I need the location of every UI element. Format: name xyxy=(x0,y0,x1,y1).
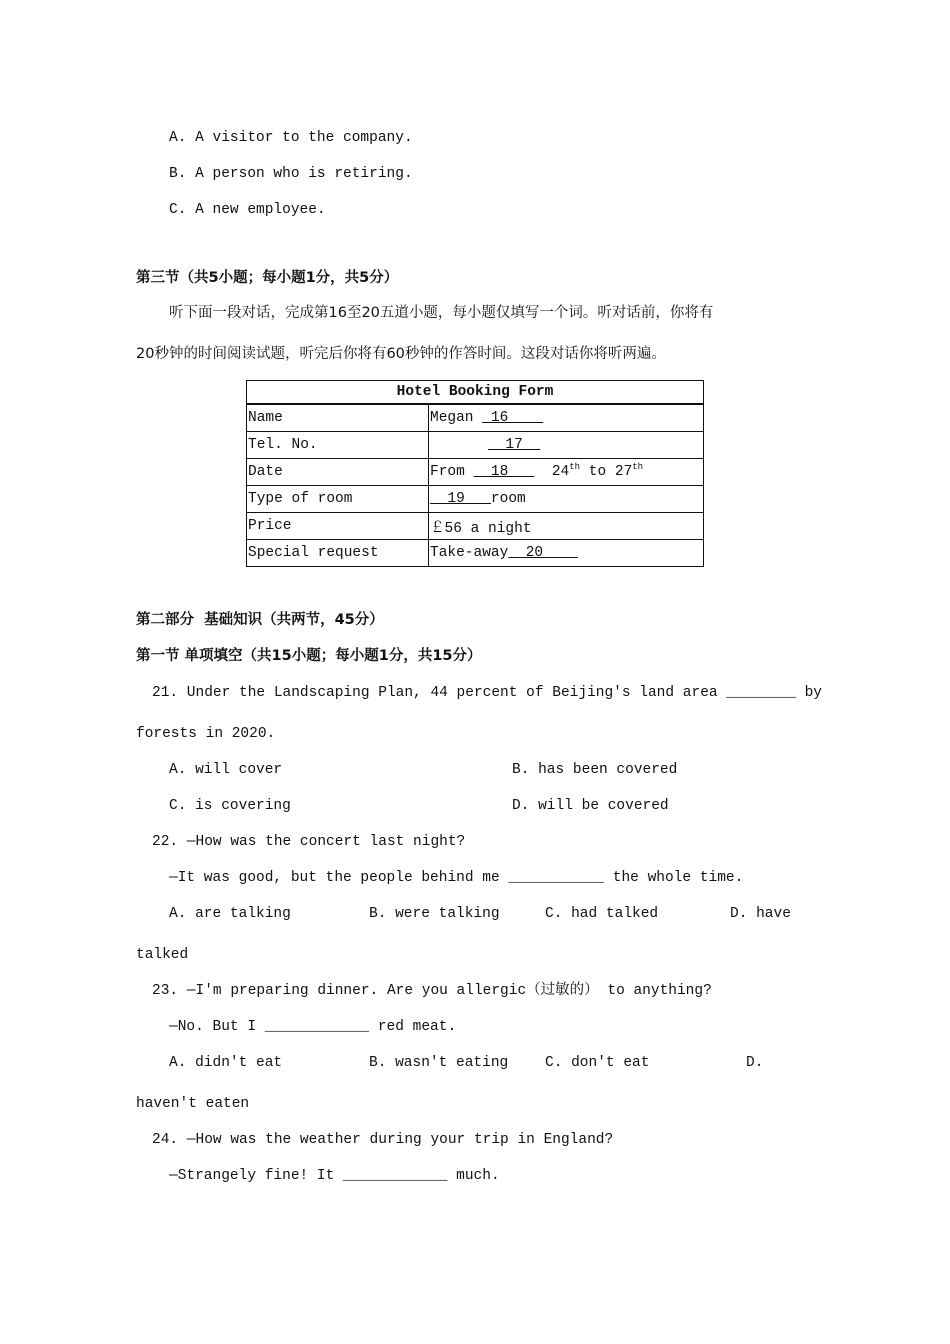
form-value-price: ￡56 a night xyxy=(429,513,704,540)
form-value-date xyxy=(429,459,704,486)
form-row-date xyxy=(247,459,704,486)
form-row-special xyxy=(247,540,704,567)
q15-option-c: C. A new employee. xyxy=(169,202,326,218)
date-th-1: th xyxy=(569,462,581,472)
q23-option-d-continued: haven't eaten xyxy=(136,1096,250,1112)
q21-stem-line1: 21. Under the Landscaping Plan, 44 percent of Beijing's land area ________ by xyxy=(152,685,823,701)
form-label-date: Date xyxy=(247,459,429,486)
form-label-price: Price xyxy=(247,513,429,540)
q22-stem-line2: —It was good, but the people behind me ___________ the whole time. xyxy=(169,870,744,886)
blank-17: 17 xyxy=(488,437,541,453)
q22-option-d: D. have xyxy=(730,906,791,922)
form-value-special xyxy=(429,540,704,567)
form-label-room: Type of room xyxy=(247,486,429,513)
q21-stem-line2: forests in 2020. xyxy=(136,726,276,742)
room-suffix: room xyxy=(490,491,526,507)
name-prefix: Megan xyxy=(430,410,483,426)
section3-instruction-line1: 听下面一段对话，完成第16至20五道小题，每小题仅填写一个词。听对话前，你将有 xyxy=(169,305,714,321)
form-title: Hotel Booking Form xyxy=(247,381,704,405)
q22-option-b: B. were talking xyxy=(369,906,500,922)
q23-option-b: B. wasn't eating xyxy=(369,1055,509,1071)
part2-heading: 第二部分 基础知识（共两节，45分） xyxy=(136,612,384,628)
form-row-name xyxy=(247,404,704,432)
blank-20: 20 xyxy=(508,545,578,561)
form-label-tel: Tel. No. xyxy=(247,432,429,459)
form-label-special: Special request xyxy=(247,540,429,567)
blank-19: 19 xyxy=(430,491,491,507)
q21-option-c: C. is covering xyxy=(169,798,291,814)
q23-option-a: A. didn't eat xyxy=(169,1055,283,1071)
blank-16: 16 xyxy=(482,410,544,426)
hotel-booking-form xyxy=(246,380,704,567)
form-label-name: Name xyxy=(247,404,429,432)
form-row-room xyxy=(247,486,704,513)
q21-option-b: B. has been covered xyxy=(512,762,678,778)
q22-option-d-continued: talked xyxy=(136,947,189,963)
q15-option-a: A. A visitor to the company. xyxy=(169,130,413,146)
form-row-price xyxy=(247,513,704,540)
special-prefix: Take-away xyxy=(430,545,509,561)
q23-stem-line1: 23. —I'm preparing dinner. Are you allergic（过敏的） to anything? xyxy=(152,983,712,999)
form-value-name xyxy=(429,404,704,432)
blank-18: 18 xyxy=(473,464,535,480)
date-24: 24 xyxy=(551,464,570,480)
q22-option-c: C. had talked xyxy=(545,906,659,922)
q15-option-b: B. A person who is retiring. xyxy=(169,166,413,182)
date-th-2: th xyxy=(632,462,644,472)
q23-option-c: C. don't eat xyxy=(545,1055,650,1071)
q23-stem-line2: —No. But I ____________ red meat. xyxy=(169,1019,457,1035)
q24-stem-line1: 24. —How was the weather during your trip in England? xyxy=(152,1132,614,1148)
q23-option-d: D. xyxy=(746,1055,764,1071)
q21-option-a: A. will cover xyxy=(169,762,283,778)
part2-section1-heading: 第一节 单项填空（共15小题；每小题1分，共15分） xyxy=(136,648,482,664)
date-to: to 27 xyxy=(580,464,633,480)
q22-option-a: A. are talking xyxy=(169,906,291,922)
form-value-tel xyxy=(429,432,704,459)
form-row-tel xyxy=(247,432,704,459)
q24-stem-line2: —Strangely fine! It ____________ much. xyxy=(169,1168,500,1184)
date-from: From xyxy=(430,464,474,480)
section3-instruction-line2: 20秒钟的时间阅读试题，听完后你将有60秒钟的作答时间。这段对话你将听两遍。 xyxy=(136,346,666,362)
form-value-room xyxy=(429,486,704,513)
q22-stem-line1: 22. —How was the concert last night? xyxy=(152,834,466,850)
section3-heading: 第三节（共5小题；每小题1分，共5分） xyxy=(136,270,399,286)
q21-option-d: D. will be covered xyxy=(512,798,669,814)
